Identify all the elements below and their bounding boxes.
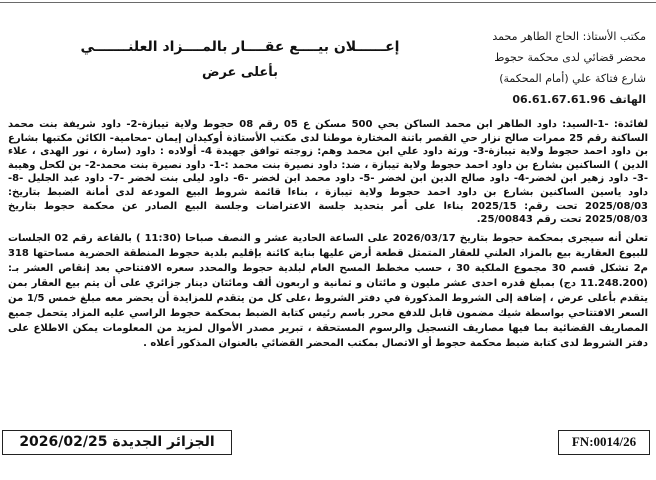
notice-body bbox=[0, 118, 656, 351]
notice-title-block bbox=[40, 36, 440, 84]
sale-details-paragraph: تعلن أنه سيجرى بمحكمة حجوط بتاريخ 2026/03/17 على الساعة الحادية عشر و النصف صباحا (11:30 ) بالقاعة رقم 02 الجلسات للبيوع العقارية بيع بالمزاد العلني للعقار المتمثل قطعة أرض عليها بناية كائنة بإقليم بلدية حجوط المنطقة الحضرية مساحتها 318 م2 تشكل قسم 30 مجموع الملكية 30 ، حسب مخطط المسح العام لبلدية حجوط والمحدد سعره الافتتاحي بعد إنقاص العشر بـ: (11.248.200 دج) بمبلغ قدره احدى عشر مليون و مائتان و ثمانية و اربعون ألف ومائتان دينار جزائري على أن يتم بيع العقار بمن يتقدم بأعلى عرض ، إضافة إلى الشروط المذكورة في دفتر الشروط ،على كل من يتقدم للمزايدة أن يحضر معه مبلغ خمس 1/5 من السعر الافتتاحي بواسطة شيك مضمون قابل للدفع محرر باسم رئيس كتابة الضبط بمحكمة حجوط الراسي عليه المزاد يتحمل جميع المصاريف القضائية بما فيها مصاريف التسجيل والرسوم المستحقة ، تبرير مصدر الأموال لمزيد من المعلومات يمكن الاطلاع على دفتر الشروط لدى كتابة ضبط محكمة حجوط أو الاتصال بمكتب المحضر القضائي بالعنوان المذكور أعلاه . bbox=[8, 232, 649, 349]
notice-subtitle: بأعلى عرض bbox=[201, 65, 279, 80]
newspaper-date-box: الجزائر الجديدة 2026/02/25 bbox=[2, 430, 232, 455]
bailiff-office-block bbox=[426, 26, 646, 110]
notice-header bbox=[0, 0, 656, 118]
parties-paragraph: لفائدة: -1-السيد: داود الطاهر ابن محمد الساكن بحي 500 مسكن ع 05 رقم 08 حجوط ولاية تيبازة-2- داود شريفة بنت محمد الساكنة رقم 25 ممرات صالح نزار حي القصر باتنة المختارة موطنا لدى مكتب الأستاذة أوكيدان إيمان -محامية- الكائن مكتبها بشارع بن داود احمد حجوط ولاية تيبازة-3- ورثة داود علي ابن محمد وهم: زوجته توافق جهيدة 4- أولاده : داود (سارة ، نور الهدى ، علاء الدين ) الساكنين بشارع بن داود احمد حجوط ولاية تيبازة ، ضد: داود نصيرة بنت محمد :-1- داود نصيرة بنت محمد-2- بن لكحل وهيبة -3- داود زهير ابن لخضر-4- داود صالح الدين ابن لخضر -5- داود محمد ابن لخضر -6- داود ليلى بنت لخضر -7- داود عبد الجليل -8- داود ياسين الساكنين بشارع بن داود احمد حجوط ولاية تيبازة ، بناءا قائمة شروط البيع المودعة لدى أمانة الضبط بتاريخ: 2025/08/03 تحت رقم: 2025/15 بناءا على أمر بتحديد جلسة الاعتراضات وجلسة البيع الصادر عن محكمة حجوط بتاريخ 2025/08/03 تحت رقم 25/00843. bbox=[8, 119, 649, 226]
notice-title: إعــــــلان بيــــع عقــــار بالمــــزاد العلنـــــــي bbox=[80, 39, 400, 55]
office-phone: الهاتف 06.61.67.61.96 bbox=[512, 93, 646, 106]
reference-number-box: FN:0014/26 bbox=[558, 430, 650, 455]
office-court: محضر قضائي لدى محكمة حجوط bbox=[494, 51, 646, 64]
office-address: شارع فتاكة علي (أمام المحكمة) bbox=[499, 72, 646, 85]
office-name: مكتب الأستاذ: الحاج الطاهر محمد bbox=[492, 30, 646, 43]
